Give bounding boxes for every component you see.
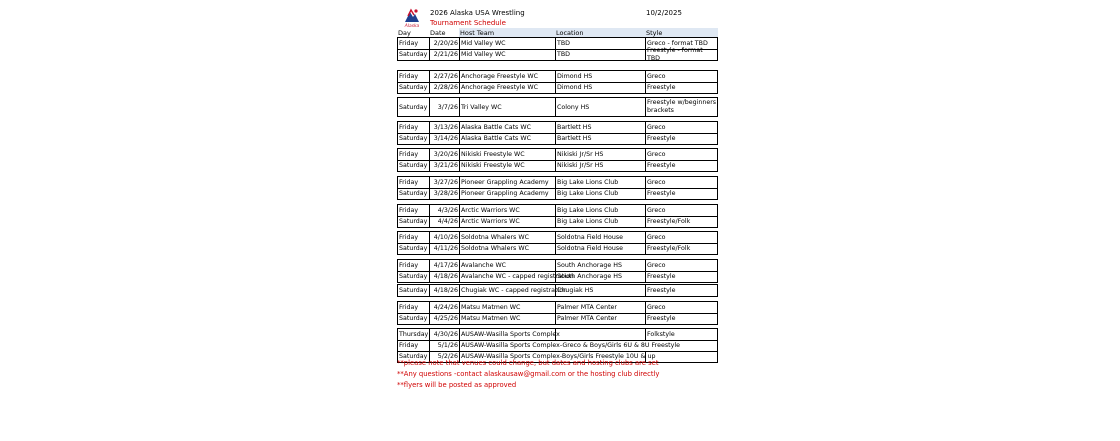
col-style-header: Style [646,29,663,37]
cell-day: Saturday [398,188,430,199]
cell-location: Bartlett HS [556,122,646,133]
cell-date: 4/10/26 [430,232,460,243]
cell-date: 4/4/26 [430,216,460,227]
col-location-header: Location [556,29,584,37]
cell-day: Friday [398,71,430,82]
cell-style: Freestyle [647,272,676,280]
cell-day: Friday [398,38,430,49]
cell-date: 3/27/26 [430,177,460,188]
cell-day: Saturday [398,82,430,93]
schedule-group [397,121,718,145]
page-title: 2026 Alaska USA Wrestling [430,9,525,17]
cell-host-team: Matsu Matmen WC [460,313,556,324]
cell-location: Big Lake Lions Club [556,177,646,188]
cell-day: Saturday [398,313,430,324]
cell-date: 4/17/26 [430,260,460,271]
cell-style: Greco [647,123,666,131]
cell-day: Friday [398,122,430,133]
table-row [398,188,717,199]
cell-location: Big Lake Lions Club [556,188,646,199]
cell-style: Freestyle w/beginners brackets [647,99,717,114]
cell-location: Big Lake Lions Club [556,216,646,227]
cell-date: 2/28/26 [430,82,460,93]
cell-date: 3/7/26 [430,98,460,116]
table-row [398,82,717,93]
cell-location: Chugiak HS [556,285,646,296]
note-line: **flyers will be posted as approved [397,381,517,389]
cell-day: Friday [398,205,430,216]
cell-location: Nikiski Jr/Sr HS [556,149,646,160]
note-line: **please note that venues could change, but dates and hosting clubs are set [397,359,659,367]
cell-host-team: Mid Valley WC [460,49,556,60]
logo-text: Alaska [404,24,420,28]
schedule-group [397,284,718,297]
table-row [398,98,717,116]
cell-host-team: Avalanche WC [460,260,556,271]
cell-style: Freestyle [647,189,676,197]
column-header-row [397,28,718,37]
cell-host-team: Arctic Warriors WC [460,205,556,216]
cell-date: 4/25/26 [430,313,460,324]
cell-day: Friday [398,260,430,271]
cell-date: 4/18/26 [430,271,460,282]
cell-date: 3/20/26 [430,149,460,160]
cell-day: Friday [398,149,430,160]
cell-location: South Anchorage HS [556,271,646,282]
cell-location: Colony HS [556,98,646,116]
cell-host-team: Chugiak WC - capped registration [461,287,568,294]
page-subtitle: Tournament Schedule [430,19,506,27]
cell-date: 2/20/26 [430,38,460,49]
cell-date: 3/28/26 [430,188,460,199]
cell-style: Freestyle [647,134,676,142]
cell-location: South Anchorage HS [556,260,646,271]
table-row [398,285,717,296]
cell-day: Saturday [398,271,430,282]
cell-location: TBD [556,49,646,60]
schedule-group [397,231,718,255]
table-row [398,243,717,254]
schedule-group [397,37,718,61]
table-row [398,216,717,227]
cell-host-team: Arctic Warriors WC [460,216,556,227]
cell-date: 4/30/26 [430,329,460,340]
cell-host-team: Soldotna Whalers WC [460,243,556,254]
cell-location: TBD [556,38,646,49]
cell-host-team: Avalanche WC - capped registration [461,273,574,280]
cell-day: Saturday [398,243,430,254]
cell-style: Greco - format TBD [647,39,708,47]
cell-day: Saturday [398,98,430,116]
cell-location: Bartlett HS [556,133,646,144]
cell-style: Freestyle/Folk [647,217,691,225]
cell-date: 4/3/26 [430,205,460,216]
cell-host-team: Nikiski Freestyle WC [460,160,556,171]
cell-host-team: Alaska Battle Cats WC [460,133,556,144]
col-day-header: Day [398,29,411,37]
cell-host-team: AUSAW-Wasilla Sports Complex [461,331,560,338]
cell-style: Freestyle [647,83,676,91]
cell-day: Friday [398,232,430,243]
cell-host-team: Mid Valley WC [460,38,556,49]
cell-location [556,329,646,340]
cell-date: 4/18/26 [430,285,460,296]
schedule-group [397,97,718,117]
cell-style: Freestyle [647,314,676,322]
cell-style: Greco [647,150,666,158]
schedule-group [397,148,718,172]
cell-host-team: Tri Valley WC [460,98,556,116]
cell-location: Dimond HS [556,71,646,82]
note-line: **Any questions -contact alaskausaw@gmail.com or the hosting club directly [397,370,660,378]
cell-date: 5/1/26 [430,340,460,351]
cell-date: 3/14/26 [430,133,460,144]
cell-style: Greco [647,303,666,311]
col-host-header: Host Team [460,29,495,37]
cell-location: Soldotna Field House [556,232,646,243]
cell-host-team: Matsu Matmen WC [460,302,556,313]
cell-host-team: Pioneer Grappling Academy [460,177,556,188]
table-row [398,46,717,62]
cell-location: Dimond HS [556,82,646,93]
cell-style: Folkstyle [647,330,675,338]
cell-style: Greco [647,233,666,241]
schedule-group [397,328,718,363]
cell-date: 4/11/26 [430,243,460,254]
cell-host-team: Pioneer Grappling Academy [460,188,556,199]
cell-day: Friday [398,177,430,188]
cell-date: 5/2/26 [430,351,460,362]
cell-location: Nikiski Jr/Sr HS [556,160,646,171]
cell-host-team: Anchorage Freestyle WC [460,71,556,82]
cell-style: Freestyle [647,286,676,294]
cell-style: Greco [647,178,666,186]
schedule-group [397,176,718,200]
cell-style: Greco [647,206,666,214]
cell-event-description: AUSAW-Wasilla Sports Complex-Boys/Girls Freestyle 10U & up [461,353,656,360]
cell-day: Saturday [398,49,430,60]
cell-host-team: Alaska Battle Cats WC [460,122,556,133]
cell-day: Saturday [398,133,430,144]
schedule-group [397,301,718,325]
revision-date: 10/2/2025 [646,9,682,17]
cell-day: Friday [398,340,430,351]
cell-date: 4/24/26 [430,302,460,313]
cell-day: Saturday [398,216,430,227]
cell-date: 2/21/26 [430,49,460,60]
cell-host-team: Soldotna Whalers WC [460,232,556,243]
cell-date: 3/21/26 [430,160,460,171]
cell-day: Saturday [398,285,430,296]
cell-style: Greco [647,72,666,80]
schedule-group [397,259,718,283]
cell-day: Saturday [398,160,430,171]
schedule-group [397,70,718,94]
cell-style: Freestyle/Folk [647,244,691,252]
cell-style: Freestyle [647,161,676,169]
alaska-usa-wrestling-logo [401,6,423,28]
cell-host-team: Nikiski Freestyle WC [460,149,556,160]
cell-host-team: Anchorage Freestyle WC [460,82,556,93]
cell-location: Soldotna Field House [556,243,646,254]
cell-location: Palmer MTA Center [556,302,646,313]
cell-date: 3/13/26 [430,122,460,133]
table-row [398,313,717,324]
cell-date: 2/27/26 [430,71,460,82]
cell-day: Friday [398,302,430,313]
col-date-header: Date [430,29,446,37]
cell-day: Thursday [399,331,429,338]
cell-location: Big Lake Lions Club [556,205,646,216]
table-row [398,160,717,171]
cell-style: Greco [647,261,666,269]
table-row [398,271,717,282]
table-row [398,133,717,144]
schedule-group [397,204,718,228]
cell-style: Freestyle - format TBD [647,46,703,62]
cell-day: Saturday [398,351,430,362]
cell-event-description: AUSAW-Wasilla Sports Complex-Greco & Boys/Girls 6U & 8U Freestyle [461,342,680,349]
cell-location: Palmer MTA Center [556,313,646,324]
